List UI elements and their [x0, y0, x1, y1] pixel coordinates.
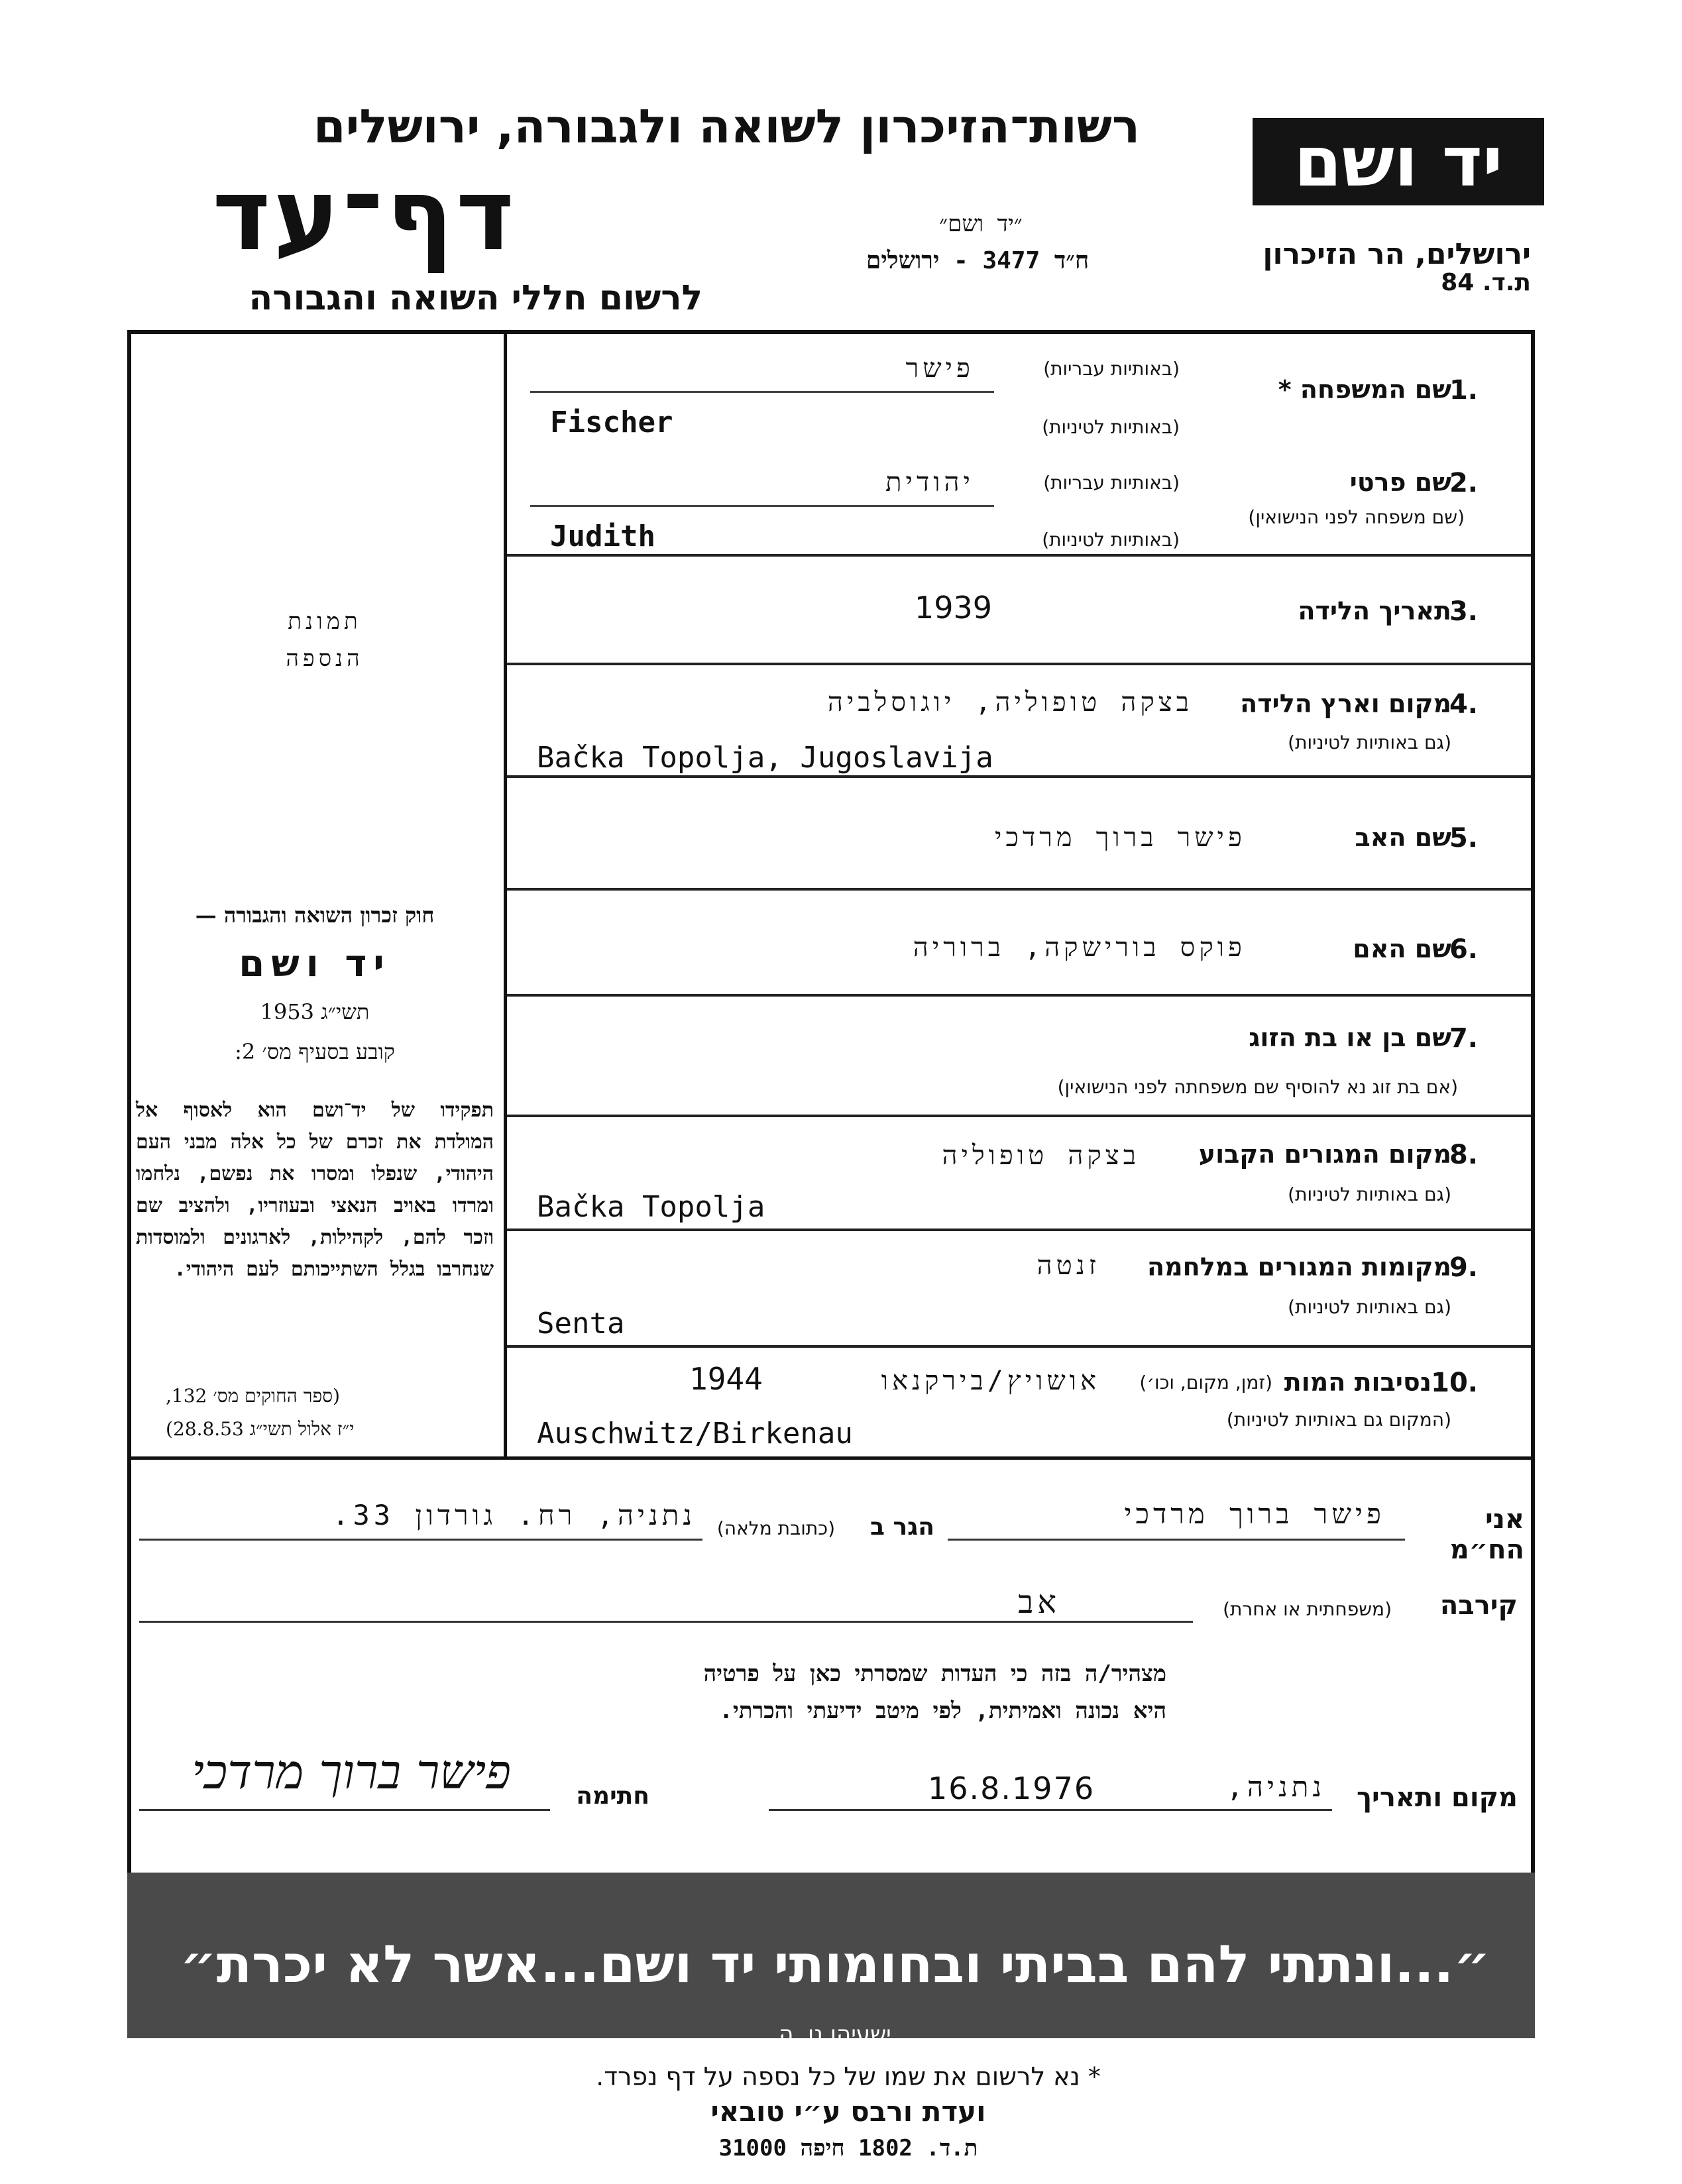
hint-latin: (באותיות לטיניות) — [1042, 416, 1180, 438]
field-label-hint: (זמן, מקום, וכו׳) — [1139, 1372, 1272, 1393]
field-sublabel: (גם באותיות לטיניות) — [1288, 1296, 1451, 1318]
org-title: רשות־הזיכרון לשואה ולגבורה, ירושלים — [313, 99, 1140, 154]
field-number: 7. — [1449, 1023, 1478, 1054]
field-label-spouse-name: שם בן או בת הזוג — [1249, 1023, 1451, 1052]
doc-subtitle: לרשום חללי השואה והגבורה — [249, 278, 702, 318]
field-label-family-name: שם המשפחה * — [1278, 375, 1451, 404]
banner-quote: ״...ונתתי להם בביתי ובחומותי יד ושם...אשר לא יכרת״ — [180, 1935, 1490, 1994]
value-underline — [530, 391, 994, 393]
field-label-wartime-residence: מקומות המגורים במלחמה — [1147, 1252, 1451, 1282]
law-year: תשי״ג 1953 — [260, 999, 370, 1024]
mother-name-value[interactable]: פוקס בורישקה, ברוריה — [913, 932, 1246, 963]
place-date-underline — [769, 1809, 1332, 1811]
law-clause: קובע בסעיף מס׳ 2: — [235, 1039, 395, 1064]
field-sublabel: (המקום גם באותיות לטיניות) — [1226, 1409, 1451, 1431]
banner-quote-line — [152, 1935, 1518, 2054]
doc-title: דף־עד — [212, 158, 517, 273]
field-number: 2. — [1449, 468, 1478, 498]
kinship-label: קירבה — [1439, 1590, 1518, 1621]
value-underline — [530, 505, 994, 507]
row-divider — [507, 554, 1531, 557]
field-label-permanent-residence: מקום המגורים הקבוע — [1198, 1140, 1451, 1169]
death-year-value[interactable]: 1944 — [689, 1361, 763, 1397]
field-sublabel: (אם בת זוג נא להוסיף שם משפחתה לפני הנישואין) — [1057, 1076, 1458, 1098]
stamp-line2: ח״ד 3477 - ירושלים — [866, 247, 1090, 274]
field-label-birth-place: מקום וארץ הלידה — [1240, 689, 1451, 718]
field-sublabel: (גם באותיות לטיניות) — [1288, 1183, 1451, 1205]
signature-underline — [139, 1809, 550, 1811]
first-name-hebrew[interactable]: יהודית — [885, 467, 974, 498]
field-label-mother-name: שם האם — [1353, 934, 1451, 963]
row-divider — [507, 1228, 1531, 1231]
law-body: תפקידו של יד־ושם הוא לאסוף אל המולדת את זכרם של כל אלה מבני העם היהודי, שנפלו ומסרו את נפשם, נלחמו ומרדו באויב הנאצי ובעוזריו, ולהציב שם וזכר להם, לקהילות, לארגונים ולמוסדות שנחרבו בגלל השתייכותם לעם היהודי. — [136, 1099, 494, 1281]
field-sublabel: (גם באותיות לטיניות) — [1288, 732, 1451, 753]
form-frame — [127, 330, 1535, 1463]
field-label-death-circumstances: נסיבות המות — [1284, 1368, 1431, 1397]
permanent-residence-latin[interactable]: Bačka Topolja — [537, 1190, 765, 1224]
footer-note: * נא לרשום את שמו של כל נספה על דף נפרד. — [596, 2062, 1101, 2091]
birth-place-latin[interactable]: Bačka Topolja, Jugoslavija — [537, 741, 993, 775]
field-sublabel: (שם משפחה לפני הנישואין) — [1248, 506, 1465, 528]
father-name-value[interactable]: פישר ברוך מרדכי — [994, 822, 1246, 853]
wartime-residence-latin[interactable]: Senta — [537, 1307, 625, 1340]
row-divider — [507, 663, 1531, 665]
birth-date-value[interactable]: 1939 — [915, 590, 993, 626]
photo-label-line2: הנספה — [286, 645, 364, 672]
hint-latin: (באותיות לטיניות) — [1042, 529, 1180, 551]
signature-label: חתימה — [576, 1782, 649, 1810]
statement-line2: היא נכונה ואמיתית, לפי מיטב ידיעתי והכרתי. — [719, 1698, 1166, 1724]
row-divider — [507, 888, 1531, 891]
resides-label: הגר ב — [870, 1513, 934, 1541]
logo-address-line2: ת.ד. 84 — [1441, 269, 1531, 296]
column-divider — [504, 330, 507, 1456]
printer-name: ועדת ורבס ע״י טובאי — [710, 2095, 986, 2128]
photo-label-line1: תמונת — [288, 608, 362, 635]
row-divider — [507, 1115, 1531, 1117]
field-label-first-name: שם פרטי — [1349, 468, 1451, 497]
law-ref2: י״ז אלול תשי״ג 28.8.53) — [166, 1418, 355, 1440]
field-label-birth-date: תאריך הלידה — [1298, 596, 1451, 626]
row-divider — [507, 994, 1531, 997]
resides-hint: (כתובת מלאה) — [716, 1517, 835, 1539]
field-number: 5. — [1449, 823, 1478, 853]
signature: פישר ברוך מרדכי — [192, 1744, 511, 1800]
place-value[interactable]: נתניה, — [1226, 1771, 1325, 1803]
section-divider — [127, 1456, 1535, 1460]
death-place-latin[interactable]: Auschwitz/Birkenau — [537, 1417, 853, 1450]
stamp-line1: ״יד ושם״ — [939, 211, 1023, 237]
row-divider — [507, 775, 1531, 778]
death-place-hebrew[interactable]: אושויץ/בירקנאו — [881, 1366, 1100, 1396]
birth-place-hebrew[interactable]: בצקה טופוליה, יוגוסלביה — [827, 687, 1193, 718]
field-number: 4. — [1449, 689, 1478, 720]
hint-hebrew: (באותיות עבריות) — [1043, 472, 1180, 494]
first-name-latin[interactable]: Judith — [550, 519, 655, 553]
law-name: יד ושם — [239, 942, 391, 985]
declarant-name[interactable]: פישר ברוך מרדכי — [1124, 1498, 1385, 1530]
kinship-value[interactable]: אב — [1018, 1584, 1060, 1621]
family-name-latin[interactable]: Fischer — [550, 406, 673, 439]
declarant-label: אני הח״מ — [1449, 1504, 1524, 1565]
statement-line1: מצהיר/ה בזה כי העדות שמסרתי כאן על פרטיה — [703, 1661, 1166, 1687]
kinship-underline — [139, 1621, 1193, 1623]
law-title: חוק זכרון השואה והגבורה — — [195, 902, 435, 928]
field-number: 9. — [1449, 1252, 1478, 1283]
field-number: 8. — [1449, 1140, 1478, 1170]
printer-address: ת.ד. 1802 חיפה 31000 — [718, 2135, 978, 2161]
field-number: 6. — [1449, 934, 1478, 965]
logo-address-line1: ירושלים, הר הזיכרון — [1262, 237, 1531, 271]
date-value[interactable]: 16.8.1976 — [928, 1771, 1095, 1806]
yad-vashem-logo: יד ושם — [1253, 118, 1544, 205]
hint-hebrew: (באותיות עבריות) — [1043, 358, 1180, 380]
wartime-residence-hebrew[interactable]: זנטה — [1037, 1250, 1100, 1281]
address-underline — [139, 1539, 702, 1541]
permanent-residence-hebrew[interactable]: בצקה טופוליה — [942, 1140, 1140, 1171]
kinship-hint: (משפחתית או אחרת) — [1223, 1598, 1392, 1620]
address-value[interactable]: נתניה, רח. גורדון 33. — [332, 1499, 696, 1531]
field-number: 3. — [1449, 596, 1478, 627]
place-date-label: מקום ותאריך — [1356, 1782, 1518, 1813]
declarant-underline — [948, 1539, 1405, 1541]
family-name-hebrew[interactable]: פישר — [905, 353, 974, 384]
field-number: 10. — [1431, 1368, 1478, 1398]
law-ref1: (ספר החוקים מס׳ 132, — [166, 1385, 340, 1407]
field-label-father-name: שם האב — [1355, 823, 1451, 852]
banner-source: ישעיהו נו, ה — [779, 2021, 891, 2048]
row-divider — [507, 1345, 1531, 1348]
field-number: 1. — [1449, 375, 1478, 406]
photo-placeholder — [252, 603, 398, 677]
